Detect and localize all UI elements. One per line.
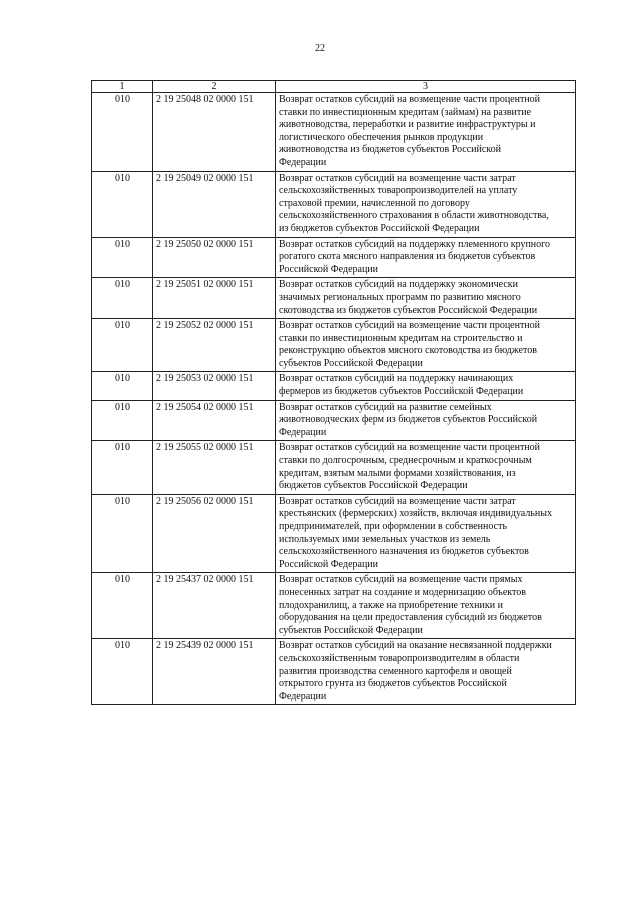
budget-code-cell: 2 19 25439 02 0000 151 xyxy=(153,639,276,705)
budget-code-cell: 2 19 25437 02 0000 151 xyxy=(153,573,276,639)
table-row xyxy=(92,400,576,441)
budget-code-cell: 2 19 25053 02 0000 151 xyxy=(153,372,276,400)
page-number: 22 xyxy=(315,43,325,54)
table-body xyxy=(92,93,576,705)
description-cell xyxy=(276,237,576,278)
admin-code-cell: 010 xyxy=(92,400,153,441)
column-header-2: 2 xyxy=(153,81,276,93)
description-cell xyxy=(276,494,576,573)
description-line: скотоводства из бюджетов субъектов Российской Федерации xyxy=(279,304,538,316)
description-line: Возврат остатков субсидий на возмещение части прямых xyxy=(279,574,523,586)
table-row xyxy=(92,639,576,705)
admin-code-cell: 010 xyxy=(92,171,153,237)
description-line: Федерации xyxy=(279,426,327,438)
description-line: сельскохозяйственного страхования в области животноводства, xyxy=(279,210,549,222)
description-line: логистического обеспечения рынков продукции xyxy=(279,131,484,143)
description-cell xyxy=(276,319,576,372)
table-row xyxy=(92,171,576,237)
description-line: значимых региональных программ по развитию мясного xyxy=(279,291,521,303)
description-line: понесенных затрат на создание и модернизацию объектов xyxy=(279,586,526,598)
description-cell xyxy=(276,171,576,237)
description-cell xyxy=(276,93,576,172)
admin-code-cell: 010 xyxy=(92,319,153,372)
description-line: предпринимателей, при оформлении в собственность xyxy=(279,521,508,532)
description-line: Возврат остатков субсидий на развитие семейных xyxy=(279,401,492,413)
description-line: плодохранилищ, а также на приобретение техники и xyxy=(279,599,503,611)
description-line: ставки по инвестиционным кредитам (займам) на развитие xyxy=(279,106,532,118)
budget-code-cell: 2 19 25050 02 0000 151 xyxy=(153,237,276,278)
description-line: сельскохозяйственного назначения из бюджетов субъектов xyxy=(279,546,529,558)
table-row xyxy=(92,93,576,172)
description-line: Возврат остатков субсидий на возмещение части затрат xyxy=(279,495,516,507)
admin-code-cell: 010 xyxy=(92,372,153,400)
description-line: субъектов Российской Федерации xyxy=(279,624,423,636)
description-line: Возврат остатков субсидий на поддержку начинающих xyxy=(279,373,514,385)
description-line: оборудования на цели предоставления субсидий из бюджетов xyxy=(279,612,542,624)
description-line: животноводства из бюджетов субъектов Российской xyxy=(279,144,502,156)
budget-code-cell: 2 19 25055 02 0000 151 xyxy=(153,441,276,494)
table-row xyxy=(92,319,576,372)
description-line: используемых ими земельных участков из земель xyxy=(279,533,491,545)
description-cell xyxy=(276,639,576,705)
description-line: развития производства семенного картофеля и овощей xyxy=(279,665,512,677)
description-line: открытого грунта из бюджетов субъектов Российской xyxy=(279,678,507,690)
budget-code-cell: 2 19 25054 02 0000 151 xyxy=(153,400,276,441)
description-line: страховой премии, начисленной по договору xyxy=(279,197,470,209)
description-cell xyxy=(276,441,576,494)
budget-code-cell: 2 19 25049 02 0000 151 xyxy=(153,171,276,237)
table-row xyxy=(92,441,576,494)
description-line: ставки по долгосрочным, среднесрочным и краткосрочным xyxy=(279,455,532,467)
description-line: Возврат остатков субсидий на возмещение части процентной xyxy=(279,442,541,454)
table-row xyxy=(92,278,576,319)
description-line: субъектов Российской Федерации xyxy=(279,357,423,369)
description-line: Федерации xyxy=(279,156,327,168)
table-row xyxy=(92,494,576,573)
description-cell xyxy=(276,400,576,441)
description-cell xyxy=(276,573,576,639)
admin-code-cell: 010 xyxy=(92,639,153,705)
budget-classification-table xyxy=(91,80,576,705)
description-cell xyxy=(276,278,576,319)
admin-code-cell: 010 xyxy=(92,278,153,319)
description-line: Российской Федерации xyxy=(279,263,379,275)
description-line: ставки по инвестиционным кредитам на строительство и xyxy=(279,332,523,344)
table-row xyxy=(92,573,576,639)
column-header-1: 1 xyxy=(92,81,153,93)
table-row xyxy=(92,237,576,278)
description-line: реконструкцию объектов мясного скотоводства из бюджетов xyxy=(279,345,537,357)
description-line: рогатого скота мясного направления из бюджетов субъектов xyxy=(279,251,536,263)
admin-code-cell: 010 xyxy=(92,494,153,573)
description-line: сельскохозяйственным товаропроизводителям в области xyxy=(279,652,520,664)
admin-code-cell: 010 xyxy=(92,93,153,172)
budget-code-cell: 2 19 25056 02 0000 151 xyxy=(153,494,276,573)
description-line: Федерации xyxy=(279,690,327,702)
description-line: фермеров из бюджетов субъектов Российской Федерации xyxy=(279,386,524,398)
table-header-row xyxy=(92,81,576,93)
description-line: бюджетов субъектов Российской Федерации xyxy=(279,480,468,492)
budget-code-cell: 2 19 25052 02 0000 151 xyxy=(153,319,276,372)
description-line: животноводства, переработки и развитие инфраструктуры и xyxy=(279,119,536,131)
description-line: Возврат остатков субсидий на оказание несвязанной поддержки xyxy=(279,640,552,652)
description-line: крестьянских (фермерских) хозяйств, включая индивидуальных xyxy=(279,508,552,520)
admin-code-cell: 010 xyxy=(92,237,153,278)
table-row xyxy=(92,372,576,400)
description-line: сельскохозяйственных товаропроизводителей на уплату xyxy=(279,185,518,197)
description-line: животноводческих ферм из бюджетов субъектов Российской xyxy=(279,414,538,426)
budget-code-cell: 2 19 25048 02 0000 151 xyxy=(153,93,276,172)
description-line: Возврат остатков субсидий на поддержку племенного крупного xyxy=(279,238,551,250)
admin-code-cell: 010 xyxy=(92,441,153,494)
description-line: Возврат остатков субсидий на возмещение части процентной xyxy=(279,320,541,332)
description-line: из бюджетов субъектов Российской Федерации xyxy=(279,222,480,234)
description-line: Возврат остатков субсидий на возмещение части затрат xyxy=(279,172,516,184)
admin-code-cell: 010 xyxy=(92,573,153,639)
column-header-3: 3 xyxy=(276,81,576,93)
description-cell xyxy=(276,372,576,400)
description-line: кредитам, взятым малыми формами хозяйствования, из xyxy=(279,467,516,479)
budget-code-cell: 2 19 25051 02 0000 151 xyxy=(153,278,276,319)
description-line: Возврат остатков субсидий на возмещение части процентной xyxy=(279,94,541,105)
description-line: Российской Федерации xyxy=(279,558,379,570)
description-line: Возврат остатков субсидий на поддержку экономически xyxy=(279,279,518,291)
